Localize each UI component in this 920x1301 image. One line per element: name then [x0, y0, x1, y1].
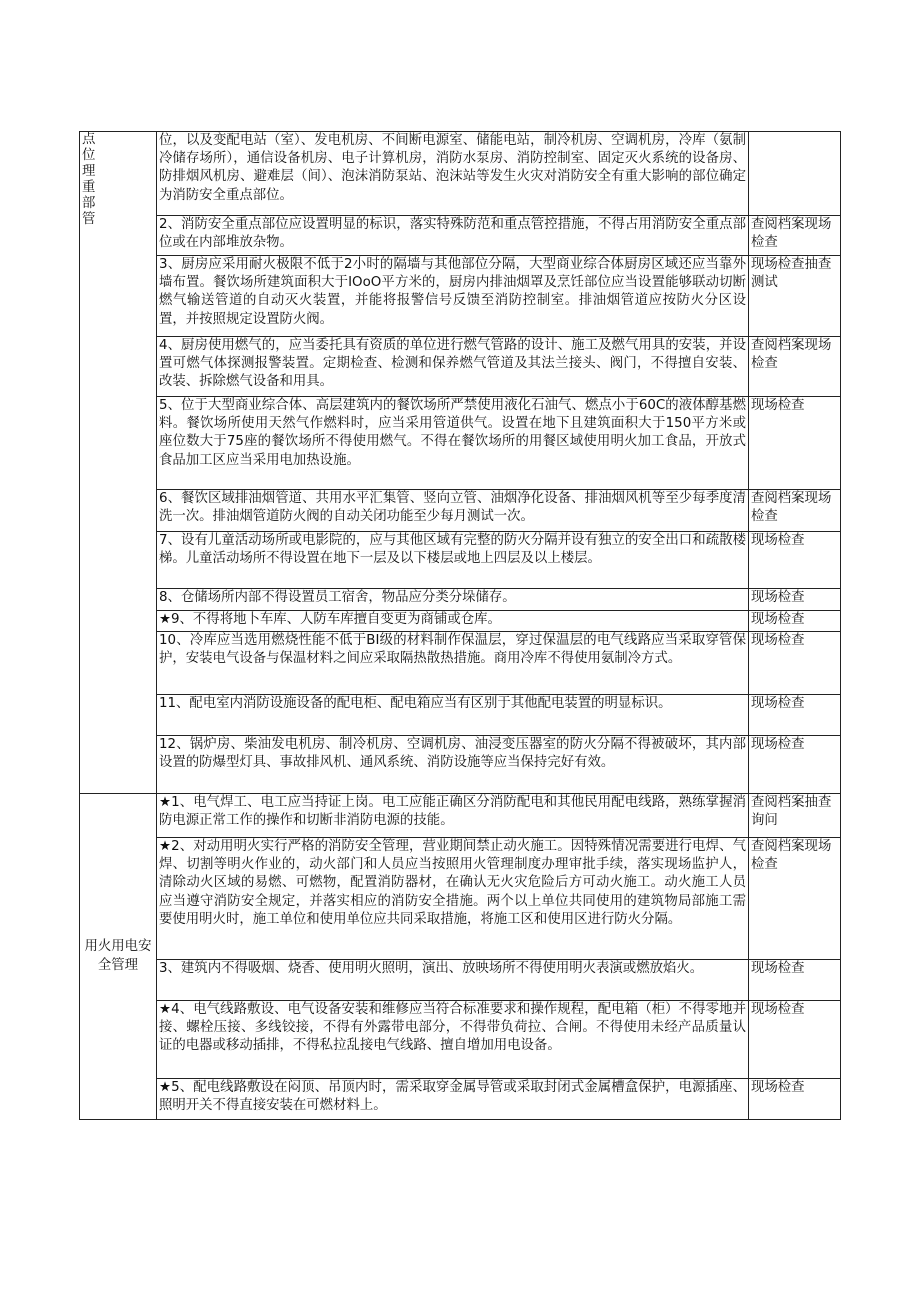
requirement-cell: 4、厨房使用燃气的，应当委托具有资质的单位进行燃气管路的设计、施工及燃气用具的安装，并设置可燃气体探测报警装置。定期检查、检测和保养燃气管道及其法兰接头、阀门，不得擅自安装、改装、拆除燃气设备和用具。 [157, 337, 749, 397]
category-cell: 用火用电安全管理 [80, 794, 157, 1120]
requirement-cell: 12、锅炉房、柴油发电机房、制冷机房、空调机房、油浸变压器室的防火分隔不得被破坏，其内部设置的防爆型灯具、事故排风机、通风系统、消防设施等应当保持完好有效。 [157, 736, 749, 794]
method-cell: 查阅档案现场检查 [749, 490, 841, 532]
method-cell: 现场检查 [749, 695, 841, 736]
table-row [80, 1079, 841, 1120]
method-cell: 现场检查 [749, 611, 841, 632]
table-row [80, 490, 841, 532]
method-cell: 现场检查 [749, 632, 841, 695]
table-row [80, 589, 841, 611]
table-row [80, 736, 841, 794]
requirement-cell: 位，以及变配电站（室）、发电机房、不间断电源室、储能电站，制冷机房、空调机房，冷库（氨制冷储存场所），通信设备机房、电子计算机房，消防水泵房、消防控制室、固定灭火系统的设备房、防排烟风机房、避难层（间）、泡沫消防泵站、泡沫站等发生火灾对消防安全有重大影响的部位确定为消防安全重点部位。 [157, 132, 749, 216]
requirement-cell: 10、冷库应当选用燃烧性能不低于BI级的材料制作保温层，穿过保温层的电气线路应当采取穿管保护，安装电气设备与保温材料之间应采取隔热散热措施。商用冷库不得使用氨制冷方式。 [157, 632, 749, 695]
table-row [80, 1001, 841, 1079]
method-cell: 现场检查 [749, 397, 841, 490]
requirement-cell: 6、餐饮区域排油烟管道、共用水平汇集管、竖向立管、油烟净化设备、排油烟风机等至少每季度清洗一次。排油烟管道防火阀的自动关闭功能至少每月测试一次。 [157, 490, 749, 532]
inspection-table [79, 131, 841, 1120]
method-cell: 查阅档案现场检查 [749, 838, 841, 960]
requirement-cell: 5、位于大型商业综合体、高层建筑内的餐饮场所严禁使用液化石油气、燃点小于60C的液体醇基燃料。餐饮场所使用天然气作燃料时，应当采用管道供气。设置在地下且建筑面积大于150平方米或座位数大于75座的餐饮场所不得使用燃气。不得在餐饮场所的用餐区域使用明火加工食品，开放式食品加工区应当采用电加热设施。 [157, 397, 749, 490]
method-cell: 查阅档案现场检查 [749, 337, 841, 397]
table-row [80, 337, 841, 397]
requirement-cell: 7、设有儿童活动场所或电影院的，应与其他区域有完整的防火分隔并设有独立的安全出口和疏散楼梯。儿童活动场所不得设置在地下一层及以下楼层或地上四层及以上楼层。 [157, 532, 749, 589]
method-cell [749, 132, 841, 216]
table-row [80, 794, 841, 838]
method-cell: 查阅档案现场检查 [749, 216, 841, 256]
method-cell: 现场检查 [749, 736, 841, 794]
requirement-cell: ★2、对动用明火实行严格的消防安全管理，营业期间禁止动火施工。因特殊情况需要进行电焊、气焊、切割等明火作业的，动火部门和人员应当按照用火管理制度办理审批手续，落实现场监护人，清除动火区域的易燃、可燃物，配置消防器材，在确认无火灾危险后方可动火施工。动火施工人员应当遵守消防安全规定，并落实相应的消防安全措施。两个以上单位共同使用的建筑物局部施工需要使用明火时，施工单位和使用单位应共同采取措施，将施工区和使用区进行防火分隔。 [157, 838, 749, 960]
table-row [80, 960, 841, 1001]
requirement-cell: 11、配电室内消防设施设备的配电柜、配电箱应当有区别于其他配电装置的明显标识。 [157, 695, 749, 736]
category-label: 点位理重部管 [82, 132, 96, 227]
table-row [80, 632, 841, 695]
table-row [80, 397, 841, 490]
requirement-cell: 8、仓储场所内部不得设置员工宿舍，物品应分类分垛储存。 [157, 589, 749, 611]
requirement-cell: 3、建筑内不得吸烟、烧香、使用明火照明，演出、放映场所不得使用明火表演或燃放焰火。 [157, 960, 749, 1001]
requirement-cell: ★1、电气焊工、电工应当持证上岗。电工应能正确区分消防配电和其他民用配电线路，熟练掌握消防电源正常工作的操作和切断非消防电源的技能。 [157, 794, 749, 838]
table-row [80, 838, 841, 960]
table-row [80, 132, 841, 216]
method-cell: 查阅档案抽查询问 [749, 794, 841, 838]
category-cell [80, 132, 157, 794]
method-cell: 现场检查 [749, 589, 841, 611]
method-cell: 现场检查 [749, 1001, 841, 1079]
table-row [80, 532, 841, 589]
method-cell: 现场检查抽查测试 [749, 256, 841, 337]
table-row [80, 216, 841, 256]
requirement-cell: ★4、电气线路敷设、电气设备安装和维修应当符合标准要求和操作规程，配电箱（柜）不得零地并接、螺栓压接、多线铰接，不得有外露带电部分，不得带负荷拉、合闸。不得使用未经产品质量认证的电器或移动插排，不得私拉乱接电气线路、擅自增加用电设备。 [157, 1001, 749, 1079]
table-row [80, 611, 841, 632]
table-row [80, 256, 841, 337]
requirement-cell: ★5、配电线路敷设在闷顶、吊顶内时，需采取穿金属导管或采取封闭式金属槽盒保护，电源插座、照明开关不得直接安装在可燃材料上。 [157, 1079, 749, 1120]
requirement-cell: 2、消防安全重点部位应设置明显的标识，落实特殊防范和重点管控措施，不得占用消防安全重点部位或在内部堆放杂物。 [157, 216, 749, 256]
method-cell: 现场检查 [749, 960, 841, 1001]
method-cell: 现场检查 [749, 532, 841, 589]
method-cell: 现场检查 [749, 1079, 841, 1120]
table-row [80, 695, 841, 736]
requirement-cell: 3、厨房应采用耐火极限不低于2小时的隔墙与其他部位分隔，大型商业综合体厨房区域还应当靠外墙布置。餐饮场所建筑面积大于IOoO平方米的，厨房内排油烟罩及烹饪部位应当设置能够联动切断燃气输送管道的自动灭火装置，并能将报警信号反馈至消防控制室。排油烟管道应按防火分区设置，并按照规定设置防火阀。 [157, 256, 749, 337]
requirement-cell: ★9、不得将地卜车库、人防车库擅自变更为商铺或仓库。 [157, 611, 749, 632]
